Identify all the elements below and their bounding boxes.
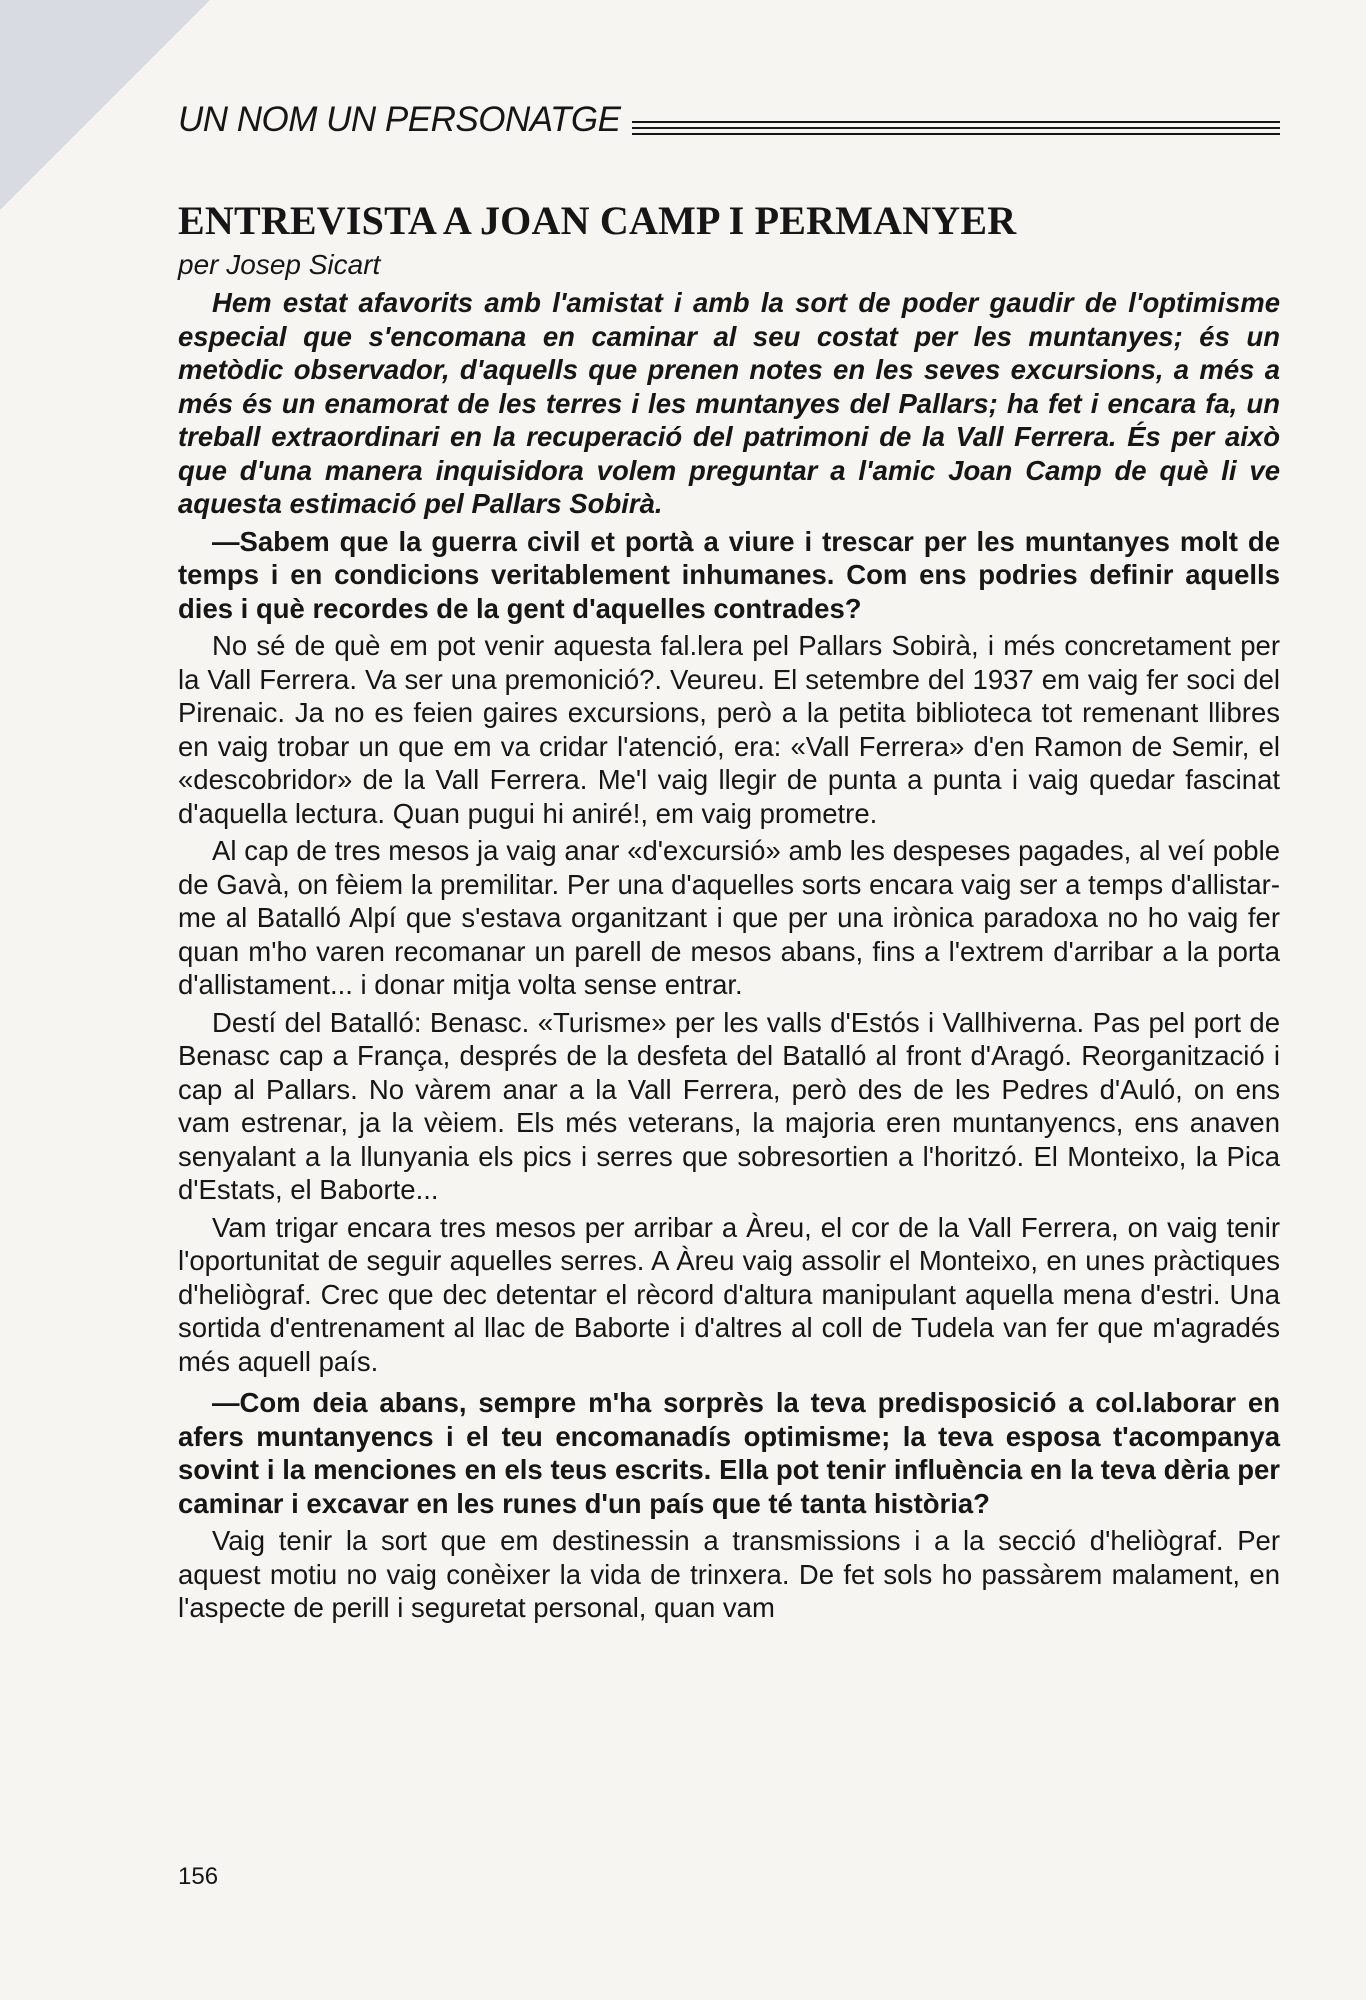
interview-question-1: —Sabem que la guerra civil et portà a viure i trescar per les muntanyes molt de temps i en condicions veritablement inhumanes. Com ens podries definir aquells dies i què recordes de la gent d'aquelles contrades? <box>178 525 1280 624</box>
section-header <box>178 96 1280 140</box>
article-title: ENTREVISTA A JOAN CAMP I PERMANYER <box>178 198 1017 243</box>
page-number: 156 <box>178 1863 219 1890</box>
header-rule <box>632 121 1280 135</box>
answer-1-paragraph-1: No sé de què em pot venir aquesta fal.lera pel Pallars Sobirà, i més concretament per la Vall Ferrera. Va ser una premonició?. Veureu. El setembre del 1937 em vaig fer soci del Pirenaic. Ja no es feien gaires excursions, però a la petita biblioteca tot remenant llibres en vaig trobar un que em va cridar l'atenció, era: «Vall Ferrera» d'en Ramon de Semir, el «descobridor» de la Vall Ferrera. Me'l vaig llegir de punta a punta i vaig quedar fascinat d'aquella lectura. Quan pugui hi aniré!, em vaig prometre. <box>178 630 1280 829</box>
answer-1-paragraph-3: Destí del Batalló: Benasc. «Turisme» per les valls d'Estós i Vallhiverna. Pas pel port de Benasc cap a França, després de la desfeta del Batalló al front d'Aragó. Reorganització i cap al Pallars. No vàrem anar a la Vall Ferrera, però des de les Pedres d'Auló, on ens vam estrenar, ja la vèiem. Els més veterans, la majoria eren muntanyencs, ens anaven senyalant a la llunyania els pics i serres que sobresortien a l'horitzó. El Monteixo, la Pica d'Estats, el Baborte... <box>178 1006 1280 1205</box>
interview-question-2: —Com deia abans, sempre m'ha sorprès la teva predisposició a col.laborar en afers muntanyencs i el teu encomanadís optimisme; la teva esposa t'acompanya sovint i la menciones en els teus escrits. Ella pot tenir influència en la teva dèria per caminar i excavar en les runes d'un país que té tanta història? <box>178 1387 1280 1519</box>
article-byline: per Josep Sicart <box>178 249 381 280</box>
answer-1-paragraph-4: Vam trigar encara tres mesos per arribar a Àreu, el cor de la Vall Ferrera, on vaig tenir l'oportunitat de seguir aquelles serres. A Àreu vaig assolir el Monteixo, en unes pràctiques d'heliògraf. Crec que dec detentar el rècord d'altura manipulant aquella mena d'estri. Una sortida d'entrenament al llac de Baborte i d'altres al coll de Tudela van fer que m'agradés més aquell país. <box>178 1211 1280 1377</box>
article-column <box>178 96 1280 1629</box>
answer-2-paragraph-1: Vaig tenir la sort que em destinessin a transmissions i a la secció d'heliògraf. Per aquest motiu no vaig conèixer la vida de trinxera. De fet sols ho passàrem malament, en l'aspecte de perill i seguretat personal, quan vam <box>178 1525 1280 1623</box>
answer-1-paragraph-2: Al cap de tres mesos ja vaig anar «d'excursió» amb les despeses pagades, al veí poble de Gavà, on fèiem la premilitar. Per una d'aquelles sorts encara vaig ser a temps d'allistar-me al Batalló Alpí que s'estava organitzant i que per una irònica paradoxa no ho vaig fer quan m'ho varen recomanar un parell de mesos abans, fins a l'extrem d'arribar a la porta d'allistament... i donar mitja volta sense entrar. <box>178 835 1280 1000</box>
section-label: UN NOM UN PERSONATGE <box>178 100 621 139</box>
article-intro: Hem estat afavorits amb l'amistat i amb la sort de poder gaudir de l'optimisme especial que s'encomana en caminar al seu costat per les muntanyes; és un metòdic observador, d'aquells que prenen notes en les seves excursions, a més a més és un enamorat de les terres i les muntanyes del Pallars; ha fet i encara fa, un treball extraordinari en la recuperació del patrimoni de la Vall Ferrera. És per això que d'una manera inquisidora volem preguntar a l'amic Joan Camp de què li ve aquesta estimació pel Pallars Sobirà. <box>178 287 1280 519</box>
